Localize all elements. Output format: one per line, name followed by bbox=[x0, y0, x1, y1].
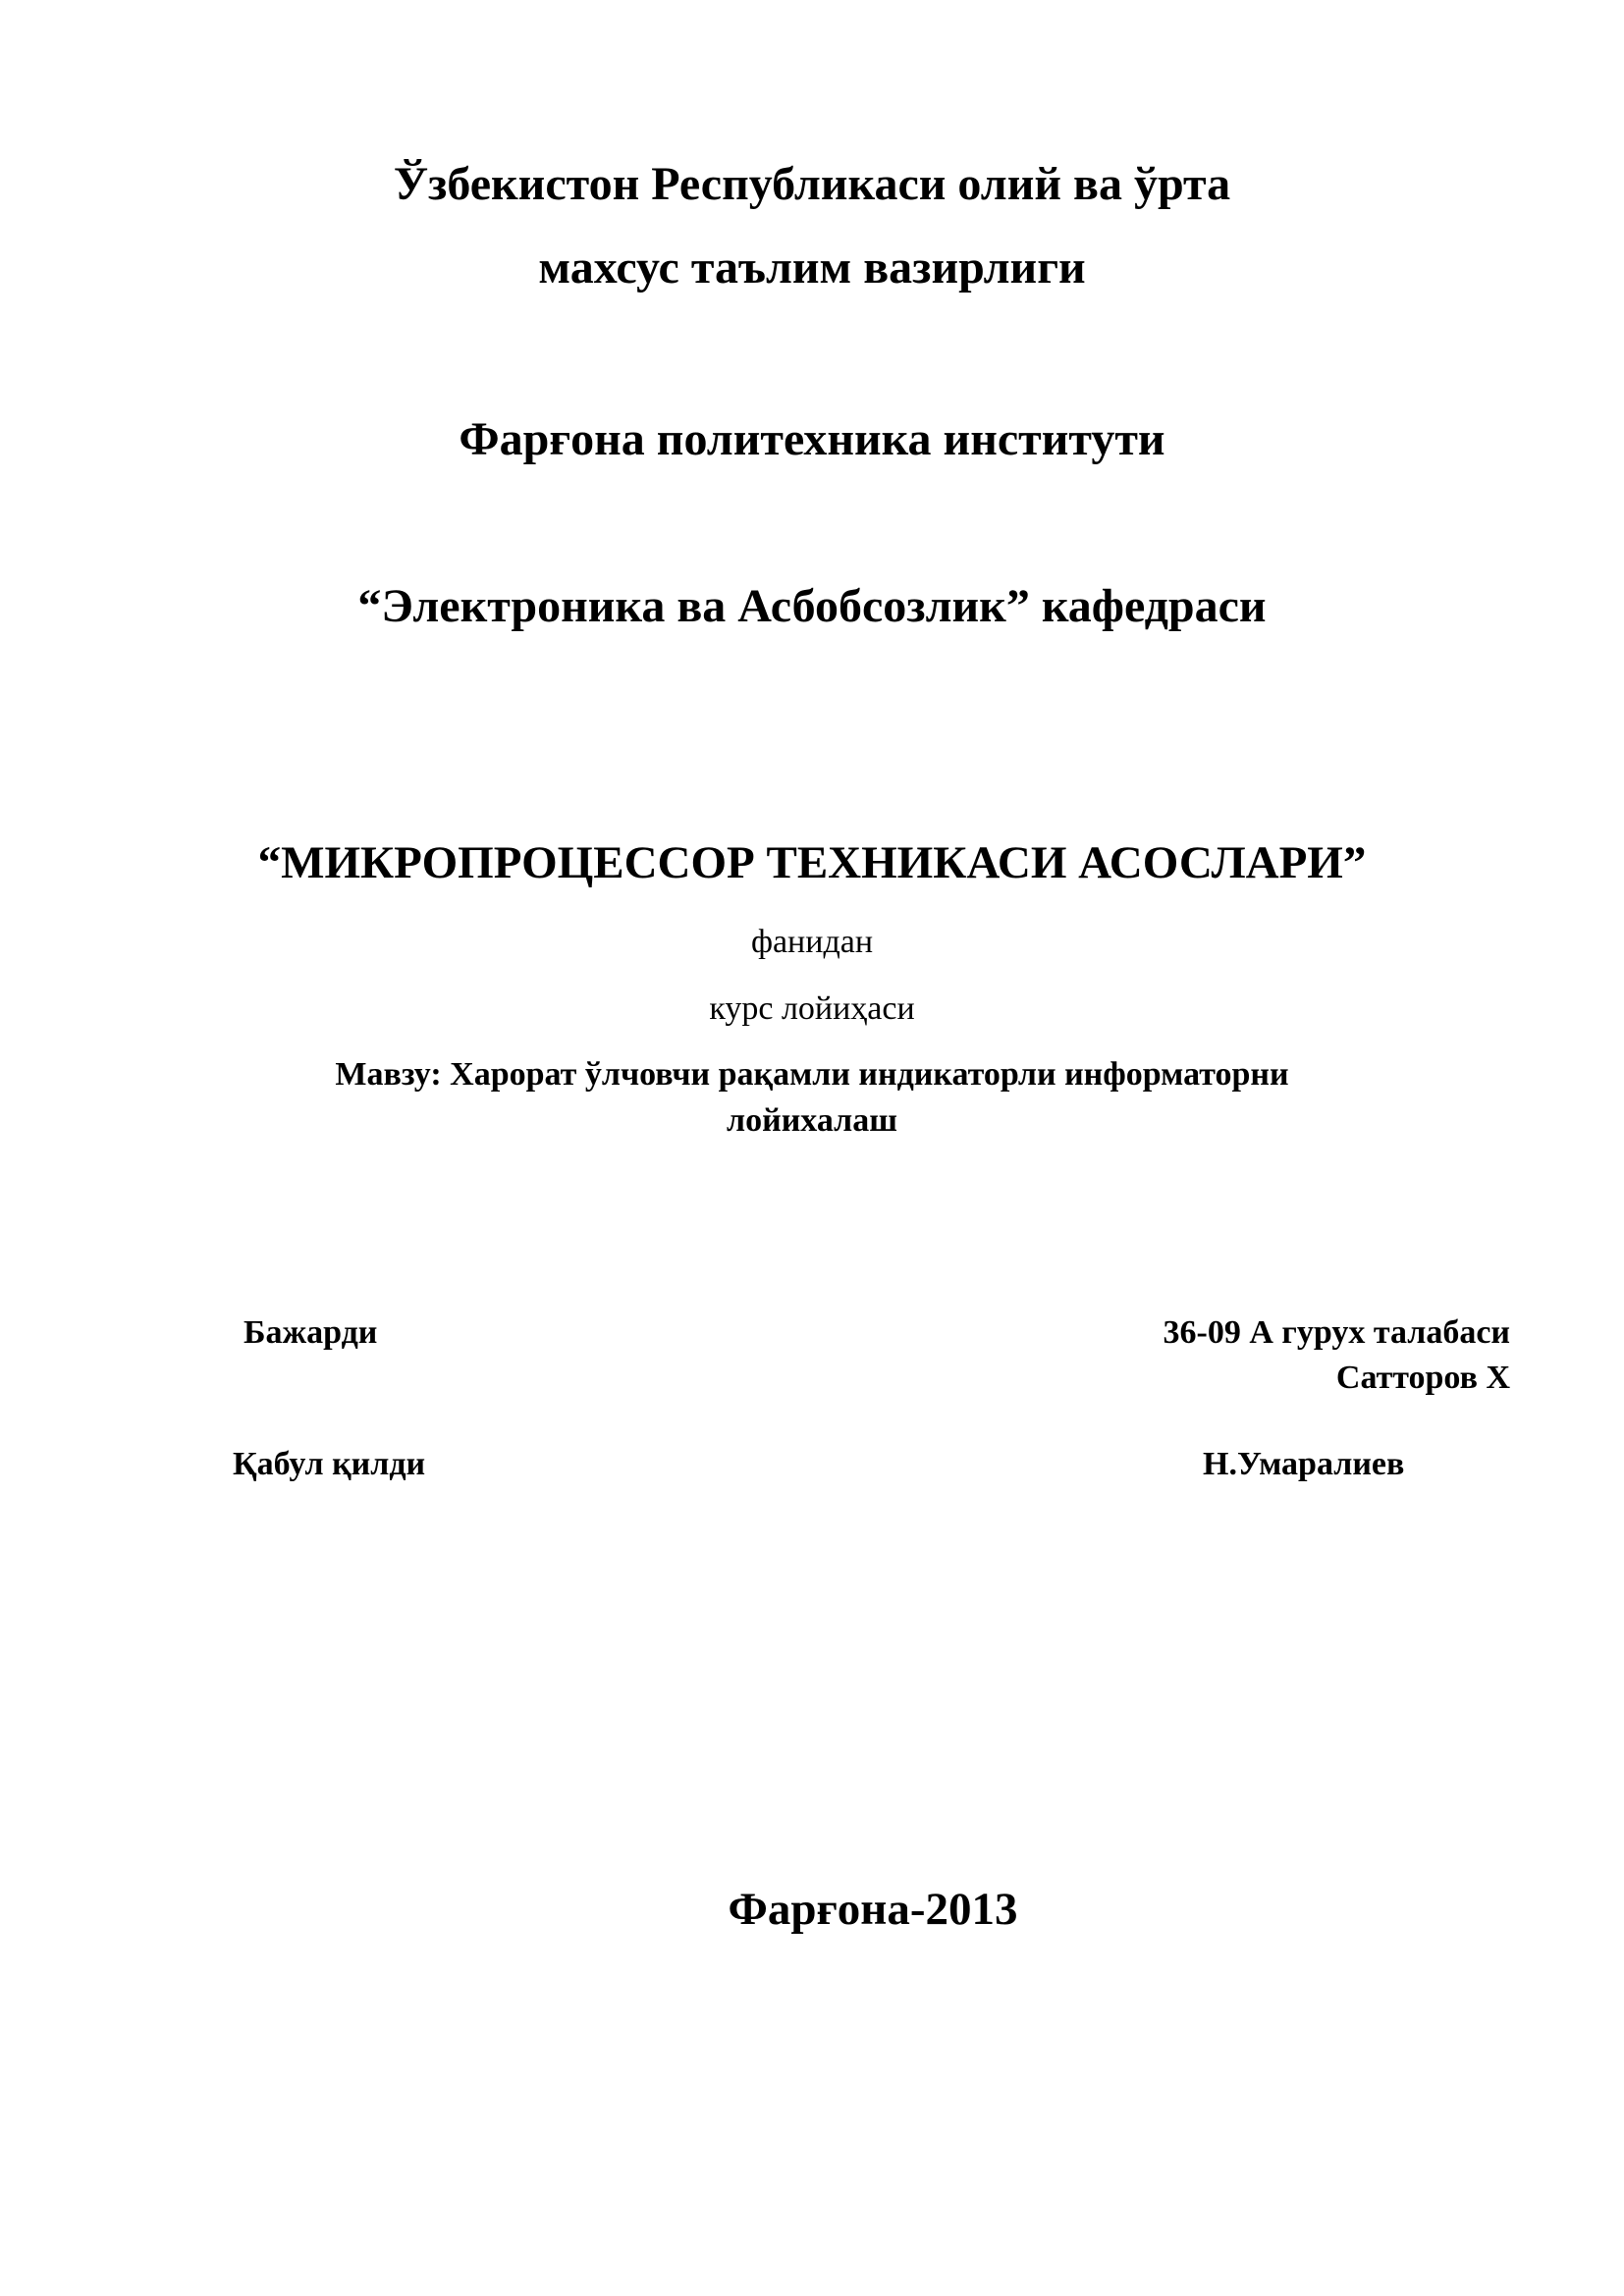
performed-label: Бажарди bbox=[244, 1314, 378, 1351]
institute-name: Фарғона политехника институти bbox=[459, 413, 1165, 465]
performed-name: Сатторов Х bbox=[1335, 1360, 1510, 1396]
ministry-line-2: махсус таълим вазирлиги bbox=[538, 241, 1086, 294]
work-type: курс лойиҳаси bbox=[709, 990, 915, 1027]
course-subject: “МИКРОПРОЦЕССОР ТЕХНИКАСИ АСОСЛАРИ” bbox=[257, 837, 1367, 888]
topic-line-1: Мавзу: Харорат ўлчовчи рақамли индикаторли информаторни bbox=[335, 1056, 1289, 1093]
performed-group: 36-09 А гурух талабаси bbox=[1163, 1314, 1510, 1351]
ministry-line-1: Ўзбекистон Республикаси олий ва ўрта bbox=[393, 158, 1231, 210]
course-subject-suffix: фанидан bbox=[750, 924, 874, 960]
city-year: Фарғона-2013 bbox=[728, 1884, 1018, 1935]
accepted-label: Қабул қилди bbox=[233, 1446, 426, 1482]
topic-line-2: лойихалаш bbox=[727, 1102, 897, 1139]
accepted-name: Н.Умаралиев bbox=[1203, 1446, 1405, 1482]
department-name: “Электроника ва Асбобсозлик” кафедраси bbox=[357, 580, 1267, 632]
